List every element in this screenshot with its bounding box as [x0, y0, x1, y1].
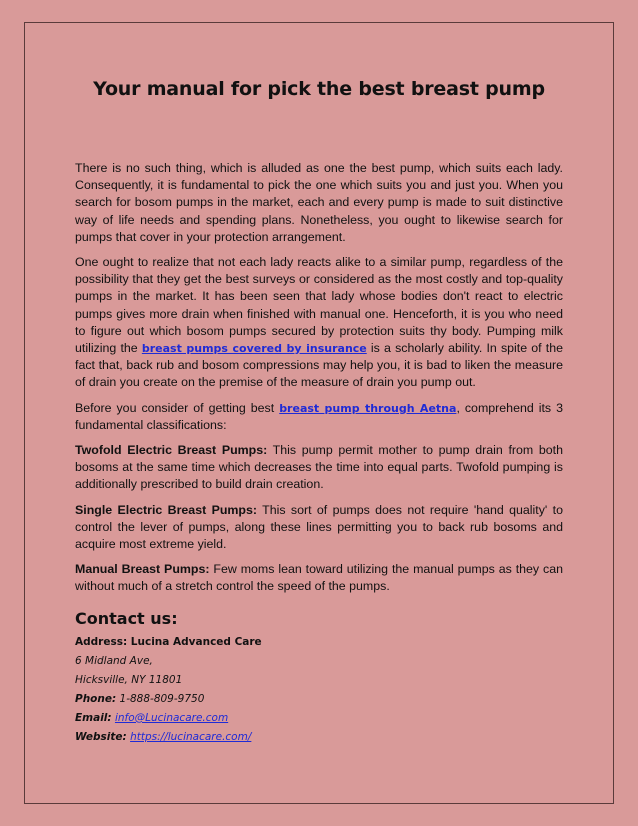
contact-street: 6 Midland Ave,: [75, 654, 153, 667]
aetna-link[interactable]: breast pump through Aetna: [279, 401, 457, 415]
paragraph-single-electric: [75, 502, 563, 554]
contact-block: [75, 633, 563, 747]
contact-heading: Contact us:: [75, 608, 178, 628]
paragraph-text: This sort of pumps does not require 'hand quality' to control the lever of pumps, along these lines permitting you to back rub bosoms and acquire most extreme yield.: [75, 502, 563, 552]
pump-type-label: Single Electric Breast Pumps:: [75, 502, 258, 517]
phone-label: Phone:: [75, 692, 117, 705]
paragraph-manual: [75, 561, 563, 595]
paragraph-text: This pump permit mother to pump drain from both bosoms at the same time which decreases the time into equal parts. Twofold pumping is additionally prescribed to build drain creation.: [75, 443, 563, 492]
document-body: [75, 160, 563, 747]
website-label: Website:: [75, 730, 127, 743]
email-link[interactable]: info@Lucinacare.com: [114, 711, 229, 724]
website-link[interactable]: https://lucinacare.com/: [130, 730, 252, 743]
document-title: Your manual for pick the best breast pump: [93, 78, 545, 100]
pump-type-label: Manual Breast Pumps:: [75, 562, 210, 577]
insurance-link[interactable]: breast pumps covered by insurance: [141, 342, 367, 356]
pump-type-label: Twofold Electric Breast Pumps:: [75, 443, 268, 458]
contact-website-line: [75, 728, 563, 747]
paragraph-text: Few moms lean toward utilizing the manual pumps as they can without much of a stretch control the speed of the pumps.: [75, 562, 564, 594]
paragraph-text: , comprehend its 3 fundamental classifications:: [75, 400, 563, 432]
paragraph-intro: There is no such thing, which is alluded as one the best pump, which suits each lady. Consequently, it is fundamental to pick the one which suits you and just you. When you search for bosom pumps in the market, each and every pump is made to suit distinctive way of life needs and spending plans. Nonetheless, you ought to likewise search for pumps that cover in your protection arrangement.: [75, 161, 563, 244]
phone-number: 1-888-809-9750: [116, 692, 205, 705]
paragraph-text: One ought to realize that not each lady reacts alike to a similar pump, regardless of the possibility that they get the best surveys or considered as the most costly and top-quality pumps in the market. It has been seen that lady whose bodies don't react to electric pumps gives more drain when finished with manual one. Henceforth, it is you who need to figure out which bosom pumps secured by protection suits thy body. Pumping milk utilizing the: [75, 255, 563, 356]
email-label: Email:: [75, 711, 112, 724]
paragraph-text: is a scholarly ability. In spite of the fact that, back rub and bosom compressions may help you, it is bad to liken the measure of drain you create on the premise of the measure of drain you pump out.: [75, 341, 563, 390]
contact-email-line: [75, 709, 563, 728]
contact-city: Hicksville, NY 11801: [75, 673, 183, 686]
paragraph-double-electric: [75, 442, 563, 494]
paragraph-classifications: [75, 400, 563, 434]
contact-phone-line: [75, 690, 563, 709]
paragraph-insurance: [75, 254, 563, 392]
contact-address: Address: Lucina Advanced Care: [75, 635, 262, 648]
paragraph-text: Before you consider of getting best: [75, 400, 280, 415]
